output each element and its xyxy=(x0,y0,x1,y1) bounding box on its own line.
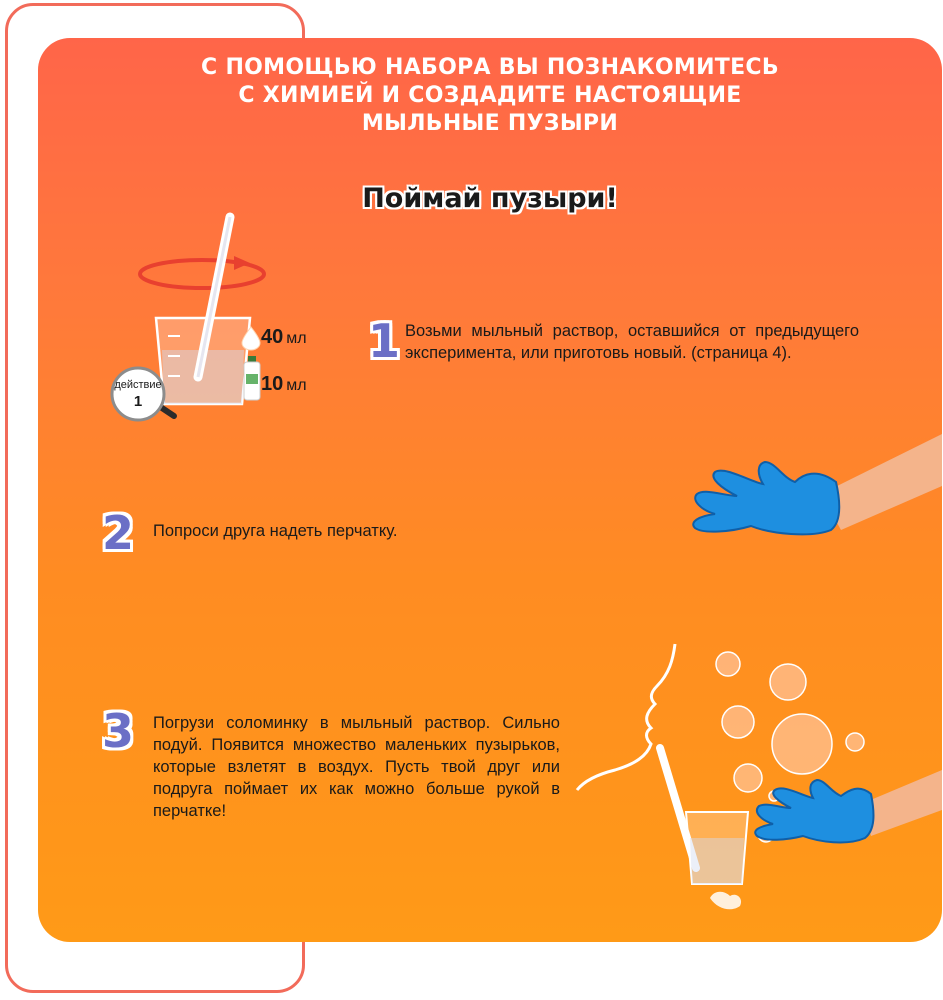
step-3-text: Погрузи соломинку в мыльный раствор. Сильно подуй. Появится множество маленьких пузырьков, которые взлетят в воздух. Пусть твой друг или подруга поймает их как можно больше рукой в перчатке! xyxy=(153,714,560,820)
action-badge-number: 1 xyxy=(133,393,143,410)
glove-hand-icon xyxy=(691,434,942,546)
quantity-40: 40 мл xyxy=(261,326,307,348)
step-1-text: Возьми мыльный раствор, оставшийся от предыдущего эксперимента, или приготовь новый. (страница 4). xyxy=(405,322,859,362)
header-line-1: С ПОМОЩЬЮ НАБОРА ВЫ ПОЗНАКОМИТЕСЬ xyxy=(201,55,779,80)
page-header xyxy=(38,54,942,138)
straw-icon xyxy=(188,213,238,383)
quantity-10: 10 мл xyxy=(261,373,307,395)
header-line-3: МЫЛЬНЫЕ ПУЗЫРИ xyxy=(361,111,619,136)
drop-icon-2 xyxy=(706,884,746,914)
drop-icon xyxy=(240,326,262,350)
step-2-number: 2 xyxy=(102,506,135,560)
glove-hand-icon-2 xyxy=(751,764,942,854)
action-badge-label: действие xyxy=(114,379,162,391)
step-1-number: 1 xyxy=(368,314,401,368)
bottle-icon xyxy=(242,356,262,400)
content-panel xyxy=(38,38,942,942)
section-title: Поймай пузыри! xyxy=(362,183,618,214)
header-line-2: С ХИМИЕЙ И СОЗДАДИТЕ НАСТОЯЩИЕ xyxy=(238,83,742,108)
step-2-text: Попроси друга надеть перчатку. xyxy=(153,522,398,540)
step-3-number: 3 xyxy=(102,704,135,758)
